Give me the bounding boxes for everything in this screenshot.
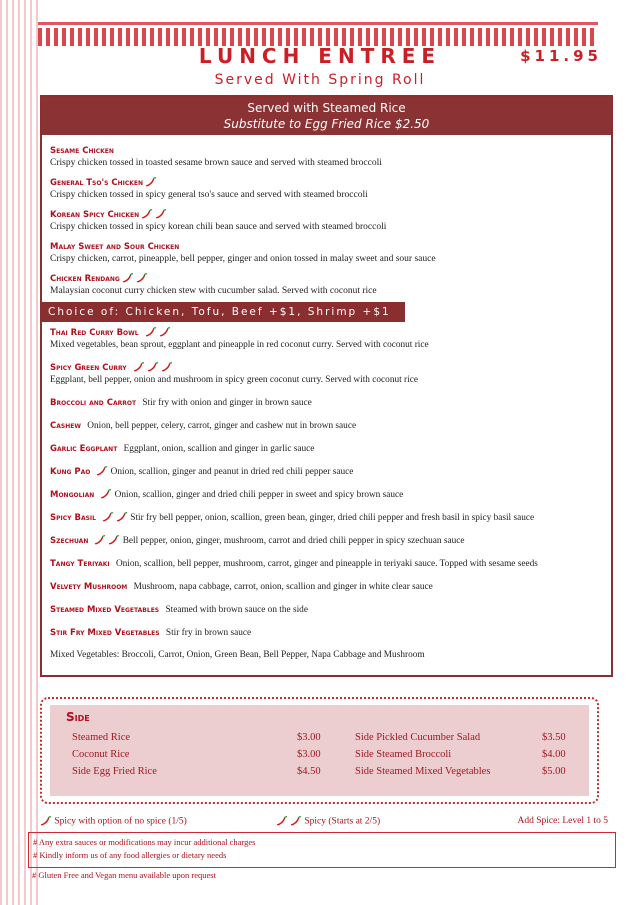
menu-item-name: Szechuan bbox=[50, 536, 89, 546]
menu-item-name: Spicy Green Curry bbox=[50, 363, 127, 373]
menu-item-desc: Mixed vegetables, bean sprout, eggplant and pineapple in red coconut curry. Served with coconut rice bbox=[50, 340, 429, 350]
chicken-section bbox=[50, 145, 605, 305]
side-item-name: Side Egg Fried Rice bbox=[72, 766, 157, 777]
menu-item bbox=[50, 327, 610, 351]
menu-item bbox=[50, 512, 610, 524]
spice-legend bbox=[38, 816, 608, 827]
decorative-stripes-left bbox=[0, 0, 38, 905]
menu-item-desc: Onion, scallion, bell pepper, mushroom, carrot, ginger and pineapple in teriyaki sauce. Topped with sesame seeds bbox=[115, 559, 538, 569]
menu-item-desc: Onion, scallion, ginger and dried chili pepper in sweet and spicy brown sauce bbox=[114, 490, 404, 500]
page-title: LUNCH ENTREE bbox=[198, 44, 442, 68]
rice-banner bbox=[42, 97, 611, 135]
chili-icon bbox=[38, 817, 52, 827]
menu-item-name: Sesame Chicken bbox=[50, 146, 114, 156]
menu-item bbox=[50, 604, 610, 616]
chili-icon bbox=[158, 327, 171, 338]
menu-item-name: Velvety Mushroom bbox=[50, 582, 128, 592]
menu-item bbox=[50, 558, 610, 570]
entree-price: $11.95 bbox=[520, 47, 602, 65]
menu-item-name: Chicken Rendang bbox=[50, 274, 120, 284]
side-item-price: $4.50 bbox=[297, 766, 321, 777]
chili-icon bbox=[140, 209, 153, 220]
banner-line1: Served with Steamed Rice bbox=[247, 101, 406, 115]
chili-icon bbox=[107, 535, 120, 546]
chili-icon bbox=[144, 177, 157, 188]
menu-item-desc: Eggplant, bell pepper, onion and mushroom in spicy green coconut curry. Served with coconut rice bbox=[50, 375, 418, 385]
chili-icon bbox=[135, 273, 148, 284]
menu-item bbox=[50, 241, 605, 265]
menu-item-name: Spicy Basil bbox=[50, 513, 96, 523]
menu-item bbox=[50, 535, 610, 547]
menu-item-name: Malay Sweet and Sour Chicken bbox=[50, 242, 180, 252]
menu-item-desc: Crispy chicken tossed in spicy general tso's sauce and served with steamed broccoli bbox=[50, 190, 368, 200]
menu-item bbox=[50, 397, 610, 409]
menu-item-name: Thai Red Curry Bowl bbox=[50, 328, 139, 338]
menu-item-name: Broccoli and Carrot bbox=[50, 398, 137, 408]
legend-add: Add Spice: Level 1 to 5 bbox=[517, 816, 608, 826]
menu-item bbox=[50, 362, 610, 386]
menu-item-desc: Malaysian coconut curry chicken stew with cucumber salad. Served with coconut rice bbox=[50, 286, 377, 296]
menu-item-desc: Onion, bell pepper, celery, carrot, ginger and cashew nut in brown sauce bbox=[87, 421, 357, 431]
note-allergies: # Kindly inform us of any food allergies or dietary needs bbox=[33, 850, 227, 860]
banner-line2: Substitute to Egg Fried Rice $2.50 bbox=[223, 117, 430, 131]
side-item-price: $4.00 bbox=[542, 749, 566, 760]
menu-item bbox=[50, 489, 610, 501]
side-item-price: $3.50 bbox=[542, 732, 566, 743]
note-extra-charges: # Any extra sauces or modifications may incur additional charges bbox=[33, 837, 256, 847]
chili-icon bbox=[121, 273, 134, 284]
chili-icon bbox=[39, 816, 52, 827]
menu-item bbox=[50, 420, 610, 432]
chili-icon bbox=[101, 512, 114, 523]
menu-item bbox=[50, 273, 605, 297]
legend-one: Spicy with option of no spice (1/5) bbox=[54, 816, 187, 827]
side-item-name: Coconut Rice bbox=[72, 749, 130, 760]
menu-item bbox=[50, 581, 610, 593]
menu-item-name: Mongolian bbox=[50, 490, 95, 500]
menu-item-name: Tangy Teriyaki bbox=[50, 559, 110, 569]
mixed-vegetables-note: Mixed Vegetables: Broccoli, Carrot, Onion, Green Bean, Bell Pepper, Napa Cabbage and Mushroom bbox=[50, 650, 425, 660]
menu-item-desc: Stir fry in brown sauce bbox=[165, 628, 252, 638]
menu-item-desc: Steamed with brown sauce on the side bbox=[165, 605, 308, 615]
chili-icon bbox=[289, 816, 302, 827]
side-item-name: Side Steamed Broccoli bbox=[355, 749, 452, 760]
menu-item bbox=[50, 145, 605, 169]
menu-item-name: Cashew bbox=[50, 421, 81, 431]
chili-icon bbox=[154, 209, 167, 220]
side-box bbox=[40, 697, 599, 804]
side-item-price: $3.00 bbox=[297, 732, 321, 743]
chili-icon bbox=[132, 362, 145, 373]
menu-item bbox=[50, 627, 610, 639]
menu-item-desc: Crispy chicken tossed in spicy korean chili bean sauce and served with steamed broccoli bbox=[50, 222, 387, 232]
side-item-name: Side Pickled Cucumber Salad bbox=[355, 732, 481, 743]
menu-item bbox=[50, 177, 605, 201]
menu-item bbox=[50, 443, 610, 455]
menu-item-desc: Stir fry bell pepper, onion, scallion, green bean, ginger, dried chili pepper and fresh basil in spicy basil sauce bbox=[130, 513, 535, 523]
chili-icon bbox=[93, 535, 106, 546]
side-item-name: Steamed Rice bbox=[72, 732, 131, 743]
page-subtitle: Served With Spring Roll bbox=[214, 72, 426, 88]
note-gluten-free: # Gluten Free and Vegan menu available upon request bbox=[32, 870, 216, 880]
chili-icon bbox=[160, 362, 173, 373]
menu-item-desc: Crispy chicken, carrot, pineapple, bell pepper, ginger and onion tossed in malay sweet and sour sauce bbox=[50, 254, 436, 264]
menu-item-name: Korean Spicy Chicken bbox=[50, 210, 140, 220]
chili-icon bbox=[95, 466, 108, 477]
chili-icon bbox=[274, 817, 302, 827]
menu-item-desc: Crispy chicken tossed in toasted sesame brown sauce and served with steamed broccoli bbox=[50, 158, 382, 168]
menu-item-desc: Stir fry with onion and ginger in brown sauce bbox=[142, 398, 312, 408]
menu-item-desc: Bell pepper, onion, ginger, mushroom, carrot and dried chili pepper in spicy szechuan sauce bbox=[122, 536, 465, 546]
side-item-price: $5.00 bbox=[542, 766, 566, 777]
menu-item bbox=[50, 209, 605, 233]
chili-icon bbox=[275, 816, 288, 827]
menu-item-name: Steamed Mixed Vegetables bbox=[50, 605, 160, 615]
menu-item bbox=[50, 466, 610, 478]
notes-box bbox=[28, 832, 616, 868]
menu-item-desc: Eggplant, onion, scallion and ginger in garlic sauce bbox=[123, 444, 315, 454]
chili-icon bbox=[144, 327, 157, 338]
chili-icon bbox=[146, 362, 159, 373]
menu-item-name: Kung Pao bbox=[50, 467, 91, 477]
chili-icon bbox=[115, 512, 128, 523]
menu-item-name: Garlic Eggplant bbox=[50, 444, 118, 454]
menu-item-name: General Tso's Chicken bbox=[50, 178, 144, 188]
menu-box bbox=[40, 95, 613, 677]
menu-item-name: Stir Fry Mixed Vegetables bbox=[50, 628, 160, 638]
side-item-name: Side Steamed Mixed Vegetables bbox=[355, 766, 491, 777]
legend-two: Spicy (Starts at 2/5) bbox=[304, 816, 381, 827]
menu-item-desc: Onion, scallion, ginger and peanut in dried red chili pepper sauce bbox=[110, 467, 354, 477]
protein-choice-section bbox=[50, 327, 610, 660]
side-item-price: $3.00 bbox=[297, 749, 321, 760]
choice-bar: Choice of: Chicken, Tofu, Beef +$1, Shrimp +$1 bbox=[40, 302, 405, 322]
menu-item-desc: Mushroom, napa cabbage, carrot, onion, scallion and ginger in white clear sauce bbox=[133, 582, 433, 592]
side-title: Side bbox=[66, 710, 90, 724]
chili-icon bbox=[99, 489, 112, 500]
